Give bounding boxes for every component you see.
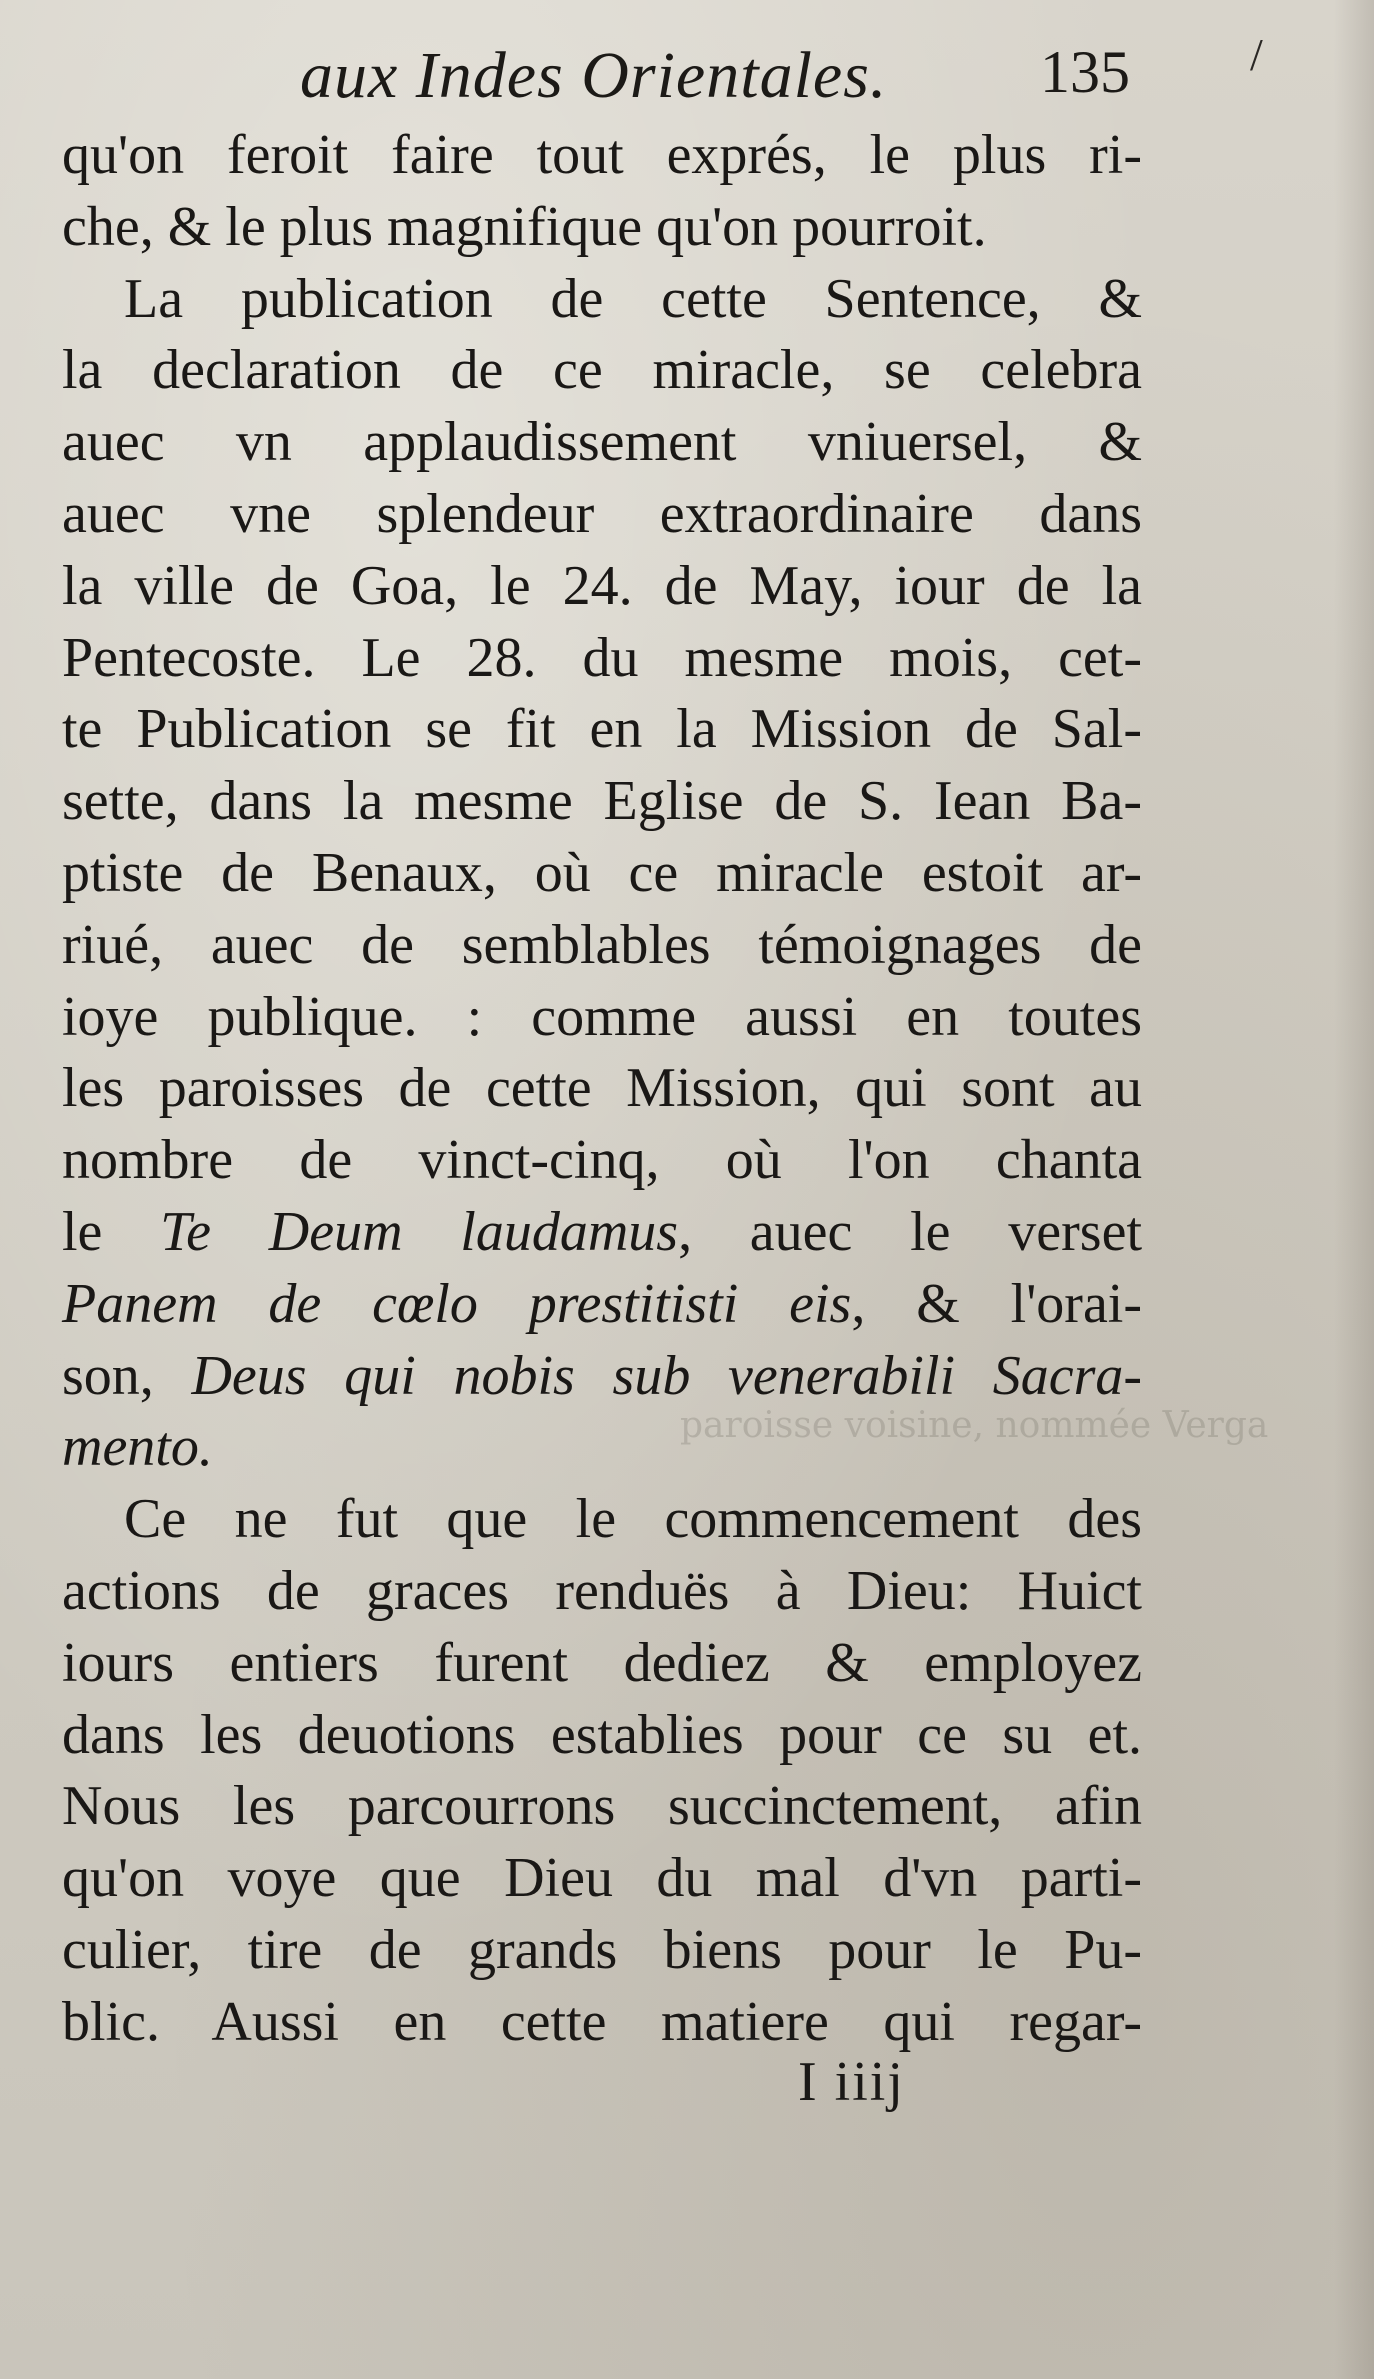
body-text — [62, 120, 1142, 2059]
line-suffix: , & l'orai- — [851, 1272, 1143, 1335]
text-line: riué, auec de semblables témoignages de — [62, 913, 1142, 976]
running-head: aux Indes Orientales. — [300, 39, 888, 112]
text-line: qu'on feroit faire tout exprés, le plus ri- — [62, 124, 1142, 186]
text-line: blic. Aussi en cette matiere qui regar- — [62, 1990, 1142, 2053]
text-line: te Publication se fit en la Mission de Sal- — [62, 698, 1142, 761]
text-line-deus — [62, 1341, 1142, 1413]
text-line: ioye publique. : comme aussi en toutes — [62, 985, 1142, 1048]
text-line: nombre de vinct-cinq, où l'on chanta — [62, 1129, 1142, 1192]
text-line: Nous les parcourrons succinctement, afin — [62, 1775, 1142, 1838]
text-line-mento: mento. — [62, 1416, 213, 1479]
show-through-text: paroisse voisine, nommée Verga — [680, 1405, 1269, 1446]
latin-phrase: Deus qui nobis sub venerabili Sacra- — [191, 1344, 1143, 1407]
text-line: Pentecoste. Le 28. du mesme mois, cet- — [62, 626, 1142, 689]
text-line: dans les deuotions establies pour ce su et. — [62, 1703, 1142, 1766]
line-prefix: le — [62, 1200, 103, 1263]
text-line-te-deum — [62, 1197, 1142, 1269]
text-line: qu'on voye que Dieu du mal d'vn parti- — [62, 1847, 1142, 1910]
text-line: iours entiers furent dediez & employez — [62, 1631, 1142, 1694]
corner-mark: / — [1250, 29, 1263, 80]
text-line: La publication de cette Sentence, & — [124, 267, 1142, 330]
text-line: les paroisses de cette Mission, qui sont au — [62, 1057, 1142, 1120]
text-line: Ce ne fut que le commencement des — [124, 1488, 1142, 1551]
text-line-panem — [62, 1269, 1142, 1341]
text-line: la ville de Goa, le 24. de May, iour de la — [62, 554, 1142, 617]
text-line: la declaration de ce miracle, se celebra — [62, 339, 1142, 402]
latin-phrase: Panem de cœlo prestitisti eis — [62, 1272, 852, 1335]
text-line: auec vne splendeur extraordinaire dans — [62, 482, 1142, 545]
text-line: che, & le plus magnifique qu'on pourroit. — [62, 195, 987, 258]
latin-phrase: Te Deum laudamus — [160, 1200, 679, 1263]
signature-mark: I iiij — [798, 2051, 905, 2113]
text-line: culier, tire de grands biens pour le Pu- — [62, 1918, 1142, 1981]
text-line: ptiste de Benaux, où ce miracle estoit ar- — [62, 841, 1142, 904]
text-line: auec vn applaudissement vniuersel, & — [62, 411, 1142, 474]
page-header — [300, 30, 1130, 120]
page-edge-shadow — [1334, 0, 1374, 2379]
text-line: actions de graces renduës à Dieu: Huict — [62, 1559, 1142, 1622]
line-prefix: son, — [62, 1344, 154, 1407]
page-number: 135 — [1040, 39, 1130, 105]
line-suffix: , auec le verset — [678, 1200, 1142, 1263]
text-line: sette, dans la mesme Eglise de S. Iean Ba- — [62, 770, 1142, 833]
